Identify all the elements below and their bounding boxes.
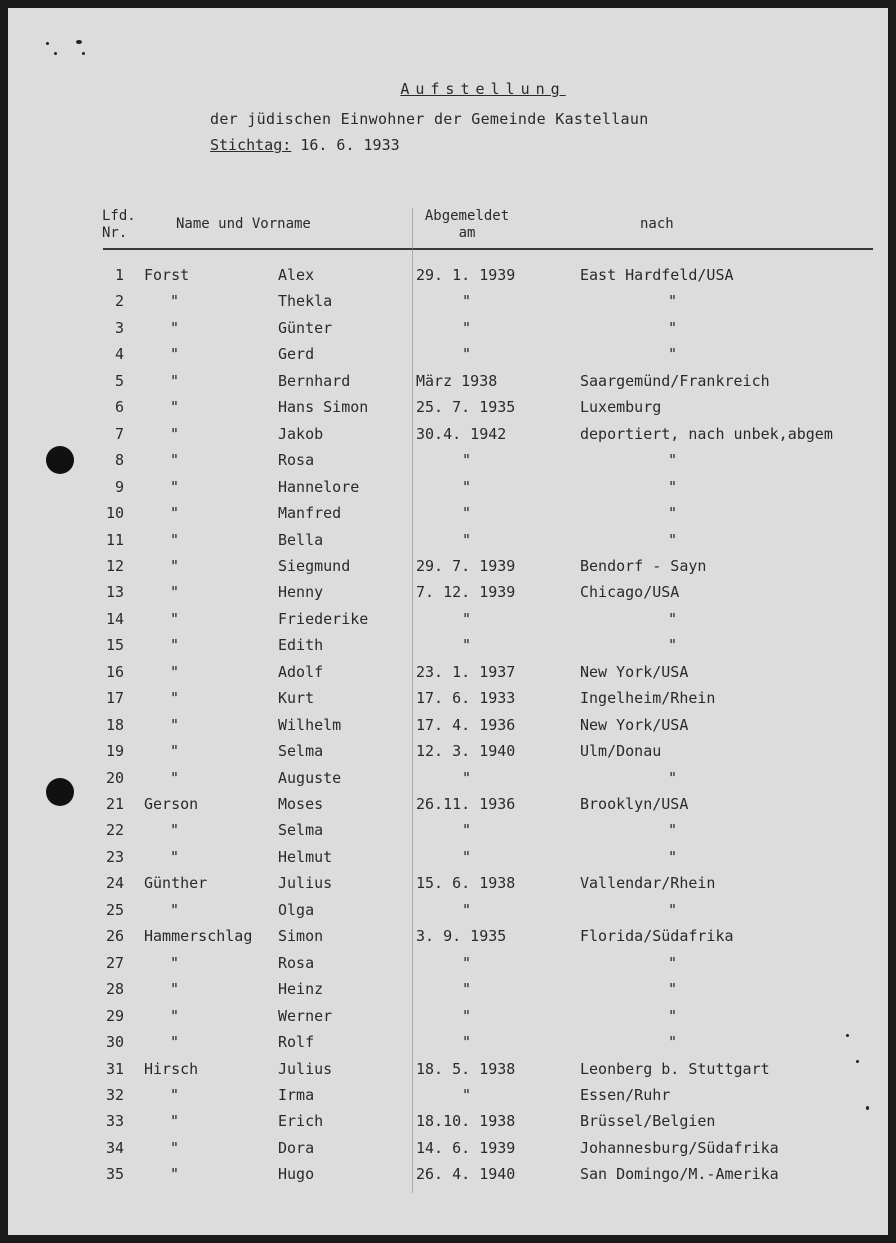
row-number: 32: [105, 1085, 124, 1104]
table-row: [8, 504, 888, 530]
given-name-cell: Julius: [278, 874, 333, 893]
departure-date-cell: ": [462, 1085, 472, 1104]
surname-cell: ": [170, 318, 180, 337]
table-row: [8, 610, 888, 636]
departure-date-cell: ": [462, 318, 472, 337]
destination-cell: Brooklyn/USA: [580, 795, 689, 813]
departure-date-cell: ": [462, 504, 472, 523]
row-number: 26: [105, 927, 124, 946]
given-name-cell: Simon: [278, 927, 324, 946]
surname-cell: ": [170, 556, 180, 575]
given-name-cell: Jakob: [278, 424, 324, 443]
surname-cell: ": [170, 1033, 180, 1052]
table-row: [8, 1060, 888, 1086]
surname-cell: ": [170, 1165, 180, 1184]
departure-date-cell: ": [462, 530, 472, 549]
document-title: Aufstellung: [400, 80, 566, 98]
destination-cell: Brüssel/Belgien: [580, 1112, 716, 1131]
destination-cell: Bendorf - Sayn: [580, 556, 707, 575]
surname-cell: ": [170, 1006, 180, 1025]
destination-cell: Essen/Ruhr: [580, 1085, 671, 1104]
table-row: [8, 795, 888, 821]
row-number: 18: [105, 715, 124, 734]
header-nr: Lfd. Nr.: [102, 208, 136, 241]
given-name-cell: Bella: [278, 530, 324, 549]
row-number: 9: [114, 477, 124, 496]
given-name-cell: Manfred: [278, 504, 342, 523]
surname-cell: Günther: [144, 874, 208, 893]
destination-cell: ": [668, 477, 678, 496]
table-row: [8, 927, 888, 953]
given-name-cell: Olga: [278, 900, 315, 919]
destination-cell: deportiert, nach unbek,abgem: [580, 424, 833, 443]
table-row: [8, 398, 888, 424]
row-number: 30: [105, 1033, 124, 1052]
table-row: [8, 425, 888, 451]
surname-cell: ": [170, 1085, 180, 1104]
destination-cell: Chicago/USA: [580, 583, 680, 602]
row-number: 31: [105, 1059, 124, 1078]
surname-cell: Hammerschlag: [144, 927, 253, 946]
surname-cell: ": [170, 953, 180, 972]
given-name-cell: Heinz: [278, 980, 324, 999]
row-number: 12: [105, 556, 124, 575]
row-number: 17: [105, 689, 124, 708]
table-row: [8, 821, 888, 847]
ink-speck: [46, 42, 49, 45]
departure-date-cell: 30.4. 1942: [416, 424, 507, 443]
row-number: 33: [105, 1112, 124, 1131]
given-name-cell: Kurt: [278, 689, 315, 708]
given-name-cell: Auguste: [278, 768, 342, 787]
surname-cell: ": [170, 900, 180, 919]
ink-speck: [82, 52, 85, 55]
surname-cell: ": [170, 398, 180, 417]
table-row: [8, 769, 888, 795]
surname-cell: ": [170, 1138, 180, 1157]
departure-date-cell: ": [462, 768, 472, 787]
row-number: 6: [114, 398, 124, 417]
surname-cell: Forst: [144, 266, 190, 284]
departure-date-cell: 26.11. 1936: [416, 795, 516, 813]
row-number: 4: [114, 345, 124, 364]
departure-date-cell: 26. 4. 1940: [416, 1165, 516, 1184]
destination-cell: ": [668, 609, 678, 628]
given-name-cell: Selma: [278, 742, 324, 761]
destination-cell: Saargemünd/Frankreich: [580, 371, 770, 390]
row-number: 15: [105, 636, 124, 655]
departure-date-cell: ": [462, 609, 472, 628]
destination-cell: Leonberg b. Stuttgart: [580, 1059, 770, 1078]
surname-cell: ": [170, 636, 180, 655]
table-row: [8, 1007, 888, 1033]
row-number: 19: [105, 742, 124, 761]
departure-date-cell: ": [462, 345, 472, 364]
table-row: [8, 451, 888, 477]
surname-cell: Hirsch: [144, 1059, 199, 1078]
table-row: [8, 531, 888, 557]
row-number: 35: [105, 1165, 124, 1184]
given-name-cell: Hugo: [278, 1165, 315, 1184]
departure-date-cell: ": [462, 1006, 472, 1025]
table-row: [8, 901, 888, 927]
destination-cell: ": [668, 980, 678, 999]
row-number: 8: [114, 451, 124, 470]
given-name-cell: Alex: [278, 266, 315, 284]
departure-date-cell: ": [462, 477, 472, 496]
header-rule: [103, 248, 873, 250]
destination-cell: East Hardfeld/USA: [580, 266, 734, 284]
row-number: 23: [105, 847, 124, 866]
surname-cell: ": [170, 583, 180, 602]
row-number: 14: [105, 609, 124, 628]
destination-cell: ": [668, 953, 678, 972]
table-row: [8, 292, 888, 318]
departure-date-cell: ": [462, 900, 472, 919]
row-number: 10: [105, 504, 124, 523]
row-number: 21: [105, 795, 124, 813]
table-row: [8, 742, 888, 768]
table-row: [8, 1139, 888, 1165]
given-name-cell: Erich: [278, 1112, 324, 1131]
table-row: [8, 319, 888, 345]
ink-speck: [54, 52, 57, 55]
destination-cell: ": [668, 292, 678, 311]
departure-date-cell: 14. 6. 1939: [416, 1138, 516, 1157]
departure-date-cell: März 1938: [416, 371, 498, 390]
surname-cell: ": [170, 847, 180, 866]
given-name-cell: Bernhard: [278, 371, 351, 390]
given-name-cell: Adolf: [278, 662, 324, 681]
table-row: [8, 557, 888, 583]
departure-date-cell: ": [462, 980, 472, 999]
table-row: [8, 980, 888, 1006]
table-row: [8, 1112, 888, 1138]
reference-date: [210, 136, 400, 154]
departure-date-cell: 25. 7. 1935: [416, 398, 516, 417]
surname-cell: ": [170, 742, 180, 761]
destination-cell: ": [668, 900, 678, 919]
surname-cell: Gerson: [144, 795, 199, 813]
row-number: 7: [114, 424, 124, 443]
destination-cell: New York/USA: [580, 662, 689, 681]
ink-speck: [76, 40, 82, 44]
given-name-cell: Selma: [278, 821, 324, 840]
given-name-cell: Wilhelm: [278, 715, 342, 734]
table-row: [8, 345, 888, 371]
departure-date-cell: ": [462, 847, 472, 866]
table-row: [8, 663, 888, 689]
destination-cell: ": [668, 847, 678, 866]
given-name-cell: Julius: [278, 1059, 333, 1078]
given-name-cell: Rolf: [278, 1033, 315, 1052]
row-number: 20: [105, 768, 124, 787]
departure-date-cell: 7. 12. 1939: [416, 583, 516, 602]
departure-date-cell: 17. 6. 1933: [416, 689, 516, 708]
table-row: [8, 1086, 888, 1112]
surname-cell: ": [170, 1112, 180, 1131]
destination-cell: Johannesburg/Südafrika: [580, 1138, 779, 1157]
departure-date-cell: 15. 6. 1938: [416, 874, 516, 893]
table-row: [8, 874, 888, 900]
surname-cell: ": [170, 980, 180, 999]
destination-cell: Ulm/Donau: [580, 742, 662, 761]
destination-cell: ": [668, 530, 678, 549]
table-row: [8, 848, 888, 874]
row-number: 22: [105, 821, 124, 840]
row-number: 1: [114, 266, 124, 284]
departure-date-cell: ": [462, 636, 472, 655]
destination-cell: Ingelheim/Rhein: [580, 689, 716, 708]
table-row: [8, 583, 888, 609]
row-number: 29: [105, 1006, 124, 1025]
departure-date-cell: 12. 3. 1940: [416, 742, 516, 761]
departure-date-cell: 29. 1. 1939: [416, 266, 516, 284]
given-name-cell: Edith: [278, 636, 324, 655]
surname-cell: ": [170, 424, 180, 443]
given-name-cell: Siegmund: [278, 556, 351, 575]
destination-cell: ": [668, 768, 678, 787]
destination-cell: San Domingo/M.-Amerika: [580, 1165, 779, 1184]
surname-cell: ": [170, 821, 180, 840]
destination-cell: ": [668, 1033, 678, 1052]
table-row: [8, 689, 888, 715]
departure-date-cell: 29. 7. 1939: [416, 556, 516, 575]
document-subtitle: der jüdischen Einwohner der Gemeinde Kastellaun: [210, 110, 649, 128]
destination-cell: ": [668, 504, 678, 523]
surname-cell: ": [170, 477, 180, 496]
table-row: [8, 266, 888, 292]
given-name-cell: Werner: [278, 1006, 333, 1025]
departure-date-cell: 17. 4. 1936: [416, 715, 516, 734]
surname-cell: ": [170, 715, 180, 734]
row-number: 28: [105, 980, 124, 999]
header-date: Abgemeldet am: [424, 208, 510, 241]
header-name: Name und Vorname: [176, 216, 311, 232]
given-name-cell: Helmut: [278, 847, 333, 866]
surname-cell: ": [170, 662, 180, 681]
given-name-cell: Günter: [278, 318, 333, 337]
surname-cell: ": [170, 504, 180, 523]
surname-cell: ": [170, 768, 180, 787]
destination-cell: Vallendar/Rhein: [580, 874, 716, 893]
surname-cell: ": [170, 530, 180, 549]
departure-date-cell: ": [462, 451, 472, 470]
table-row: [8, 1033, 888, 1059]
destination-cell: Luxemburg: [580, 398, 662, 417]
table-row: [8, 1165, 888, 1191]
destination-cell: ": [668, 318, 678, 337]
destination-cell: ": [668, 636, 678, 655]
table-row: [8, 372, 888, 398]
row-number: 25: [105, 900, 124, 919]
departure-date-cell: ": [462, 292, 472, 311]
header-destination: nach: [640, 216, 674, 232]
destination-cell: New York/USA: [580, 715, 689, 734]
departure-date-cell: ": [462, 821, 472, 840]
row-number: 16: [105, 662, 124, 681]
destination-cell: ": [668, 345, 678, 364]
given-name-cell: Hans Simon: [278, 398, 369, 417]
row-number: 2: [114, 292, 124, 311]
departure-date-cell: ": [462, 953, 472, 972]
surname-cell: ": [170, 345, 180, 364]
given-name-cell: Dora: [278, 1138, 315, 1157]
row-number: 24: [105, 874, 124, 893]
table-row: [8, 478, 888, 504]
destination-cell: Florida/Südafrika: [580, 927, 734, 946]
destination-cell: ": [668, 1006, 678, 1025]
given-name-cell: Gerd: [278, 345, 315, 364]
given-name-cell: Friederike: [278, 609, 369, 628]
surname-cell: ": [170, 609, 180, 628]
given-name-cell: Irma: [278, 1085, 315, 1104]
document-page: [8, 8, 888, 1235]
surname-cell: ": [170, 292, 180, 311]
departure-date-cell: 18. 5. 1938: [416, 1059, 516, 1078]
given-name-cell: Rosa: [278, 953, 315, 972]
row-number: 13: [105, 583, 124, 602]
given-name-cell: Henny: [278, 583, 324, 602]
row-number: 3: [114, 318, 124, 337]
row-number: 11: [105, 530, 124, 549]
given-name-cell: Hannelore: [278, 477, 360, 496]
given-name-cell: Thekla: [278, 292, 333, 311]
table-row: [8, 716, 888, 742]
destination-cell: ": [668, 451, 678, 470]
departure-date-cell: 3. 9. 1935: [416, 927, 507, 946]
departure-date-cell: 18.10. 1938: [416, 1112, 516, 1131]
given-name-cell: Rosa: [278, 451, 315, 470]
row-number: 27: [105, 953, 124, 972]
reference-date-label: Stichtag:: [210, 136, 292, 154]
destination-cell: ": [668, 821, 678, 840]
surname-cell: ": [170, 371, 180, 390]
given-name-cell: Moses: [278, 795, 324, 813]
departure-date-cell: ": [462, 1033, 472, 1052]
table-row: [8, 954, 888, 980]
departure-date-cell: 23. 1. 1937: [416, 662, 516, 681]
row-number: 5: [114, 371, 124, 390]
surname-cell: ": [170, 689, 180, 708]
table-row: [8, 636, 888, 662]
surname-cell: ": [170, 451, 180, 470]
row-number: 34: [105, 1138, 124, 1157]
reference-date-value: 16. 6. 1933: [300, 136, 400, 154]
